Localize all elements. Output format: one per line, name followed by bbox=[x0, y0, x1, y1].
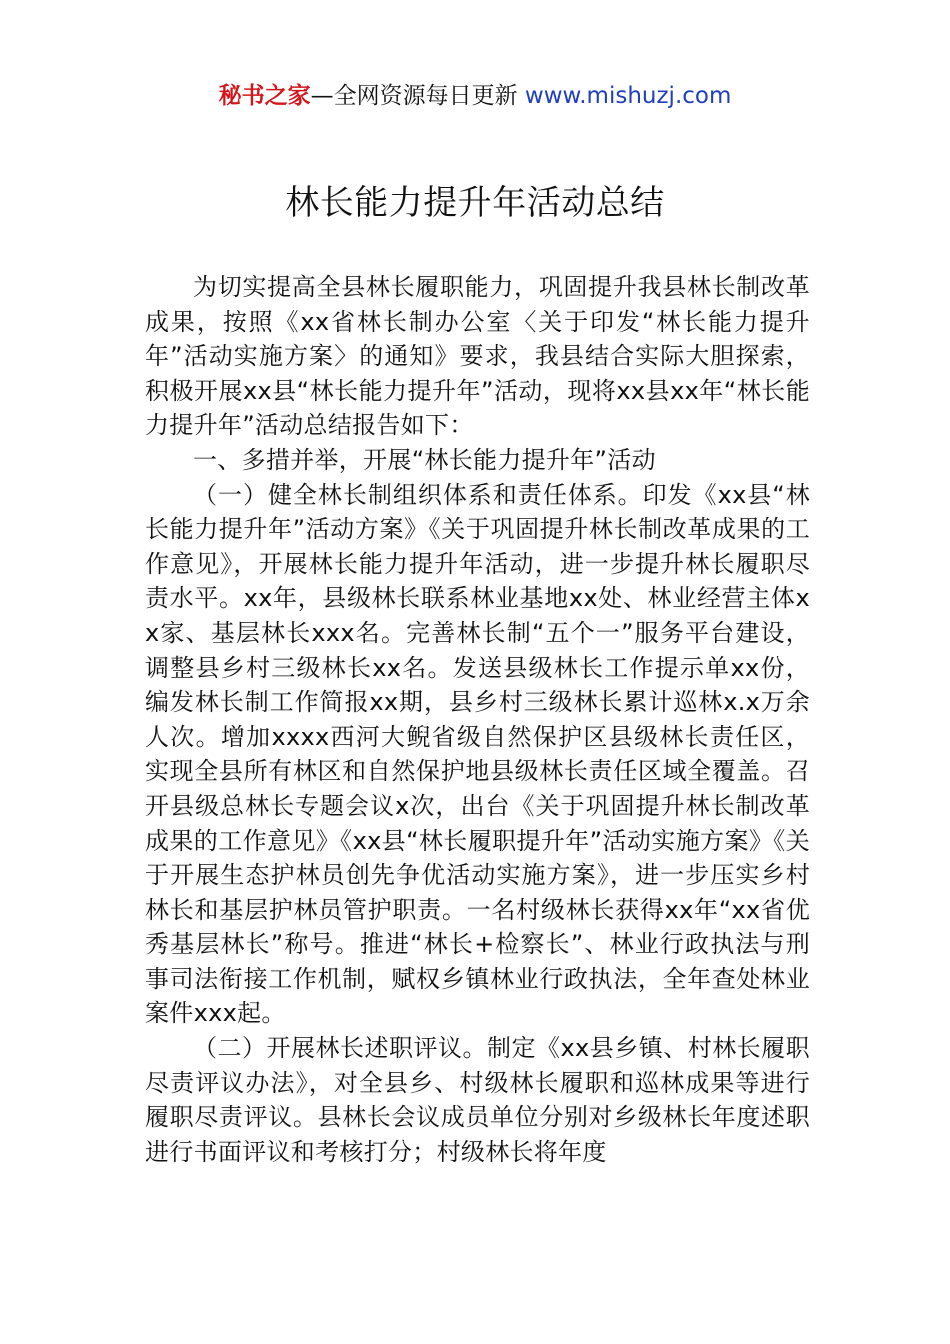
site-tagline: —全网资源每日更新 bbox=[310, 83, 525, 109]
subsection-paragraph-1: （一）健全林长制组织体系和责任体系。印发《xx县“林长能力提升年”活动方案》《关于巩固提升林长制改革成果的工作意见》，开展林长能力提升年活动，进一步提升林长履职尽责水平。xx年，县级林长联系林业基地xx处、林业经营主体xx家、基层林长xxx名。完善林长制“五个一”服务平台建设，调整县乡村三级林长xx名。发送县级林长工作提示单xx份，编发林长制工作简报xx期，县乡村三级林长累计巡林x.x万余人次。增加xxxx西河大鲵省级自然保护区县级林长责任区，实现全县所有林区和自然保护地县级林长责任区域全覆盖。召开县级总林长专题会议x次，出台《关于巩固提升林长制改革成果的工作意见》《xx县“林长履职提升年”活动实施方案》《关于开展生态护林员创先争优活动实施方案》，进一步压实乡村林长和基层护林员管护职责。一名村级林长获得xx年“xx省优秀基层林长”称号。推进“林长+检察长”、林业行政执法与刑事司法衔接工作机制，赋权乡镇林业行政执法，全年查处林业案件xxx起。 bbox=[145, 480, 810, 1028]
intro-paragraph: 为切实提高全县林长履职能力，巩固提升我县林长制改革成果，按照《xx省林长制办公室〈关于印发“林长能力提升年”活动实施方案〉的通知》要求，我县结合实际大胆探索，积极开展xx县“林长能力提升年”活动，现将xx县xx年“林长能力提升年”活动总结报告如下： bbox=[145, 273, 810, 440]
site-url-link[interactable]: www.mishuzj.com bbox=[524, 83, 732, 109]
document-title: 林长能力提升年活动总结 bbox=[285, 183, 665, 223]
document-body bbox=[145, 270, 810, 1169]
subsection-paragraph-2: （二）开展林长述职评议。制定《xx县乡镇、村林长履职尽责评议办法》，对全县乡、村级林长履职和巡林成果等进行履职尽责评议。县林长会议成员单位分别对乡级林长年度述职进行书面评议和考核打分；村级林长将年度 bbox=[145, 1034, 810, 1166]
section-heading-1: 一、多措并举，开展“林长能力提升年”活动 bbox=[193, 445, 656, 474]
site-brand: 秘书之家 bbox=[218, 83, 311, 109]
site-header bbox=[0, 80, 950, 112]
